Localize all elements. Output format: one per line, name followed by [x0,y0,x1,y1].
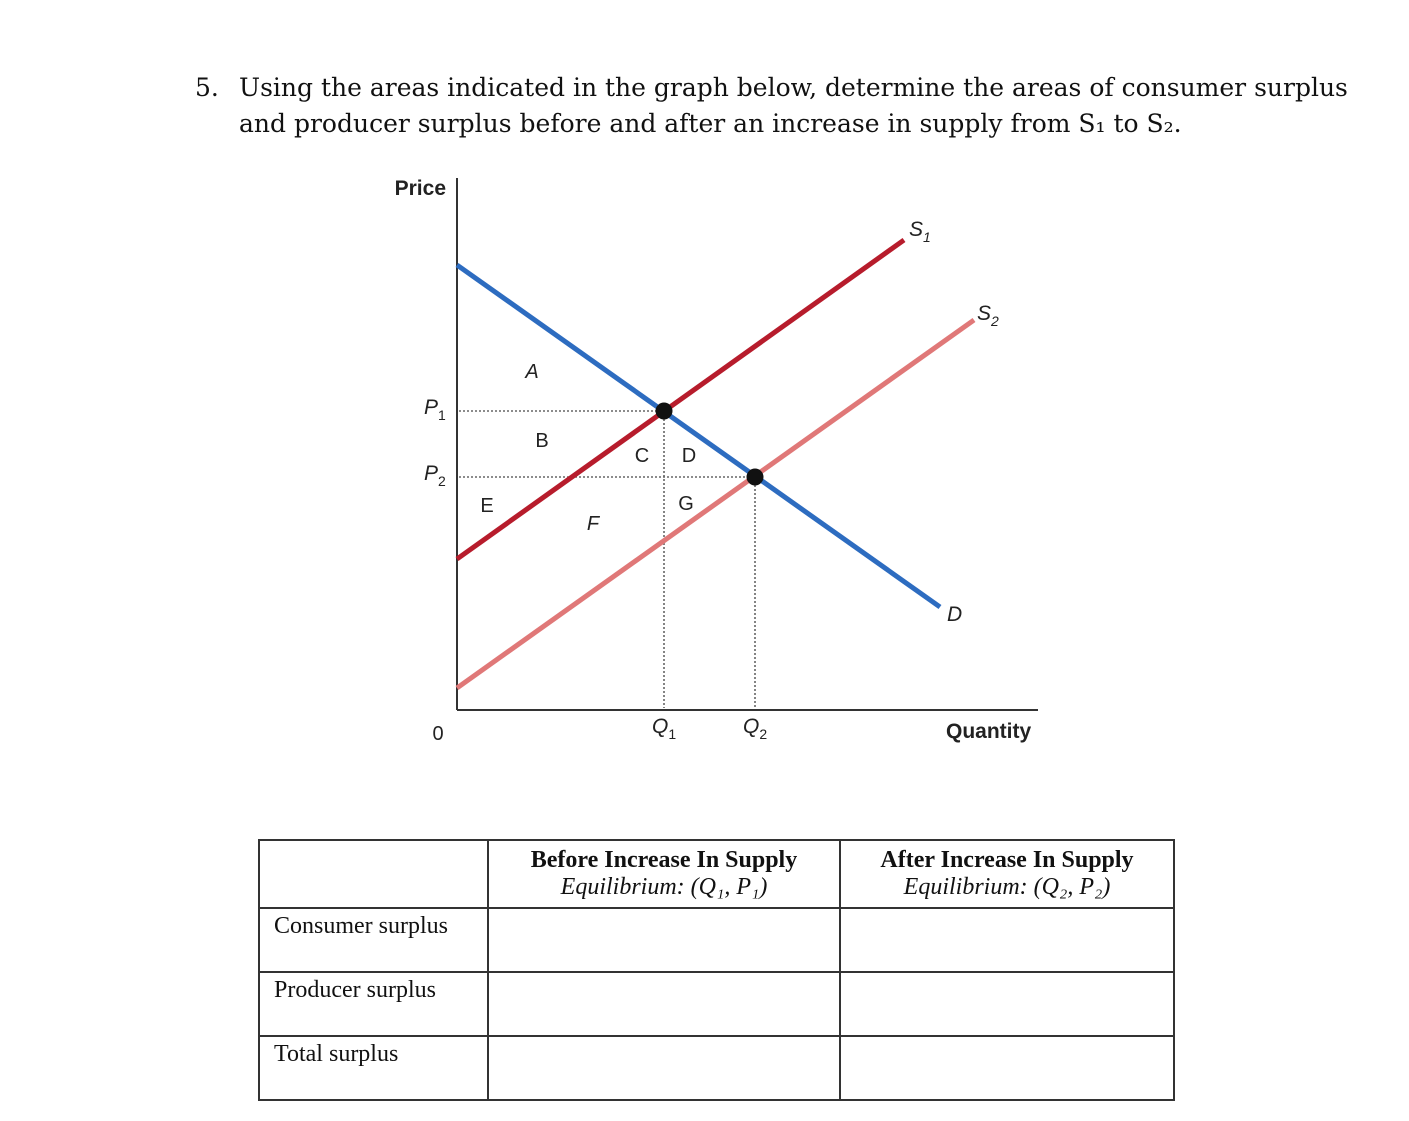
x-axis-label: Quantity [946,720,1032,743]
s1-label: $S_1$ [909,218,931,245]
header-before [488,840,840,908]
table-row-producer [259,972,1174,1036]
row-label-total: Total surplus [259,1036,488,1100]
demand-label: D [947,603,963,626]
header-after-title: After Increase In Supply [880,847,1134,873]
equilibrium-point-1 [656,403,673,420]
table-header-row [259,840,1174,908]
p2-label: $P_2$ [424,462,446,489]
area-label-b: B [535,430,549,452]
q1-label: $Q_1$ [652,715,677,742]
area-label-e: E [480,495,494,517]
question-line-1: Using the areas indicated in the graph below, determine the areas of consumer surplus [239,73,1348,102]
cell-total-after[interactable] [840,1036,1174,1100]
p1-label: $P_1$ [424,396,446,423]
cell-consumer-before[interactable] [488,908,840,972]
s2-label: $S_2$ [977,302,999,329]
question-line-2: and producer surplus before and after an increase in supply from S₁ to S₂. [239,109,1182,138]
demand-curve [457,265,940,607]
area-label-c: C [634,445,650,467]
area-label-g: G [678,493,694,515]
cell-producer-before[interactable] [488,972,840,1036]
question-number: 5. [195,73,219,102]
row-label-consumer: Consumer surplus [259,908,488,972]
header-after-subtitle: Equilibrium: (Q₂, P₂) [903,874,1111,900]
area-label-f: F [586,513,600,535]
cell-total-before[interactable] [488,1036,840,1100]
q2-label: $Q_2$ [743,715,768,742]
y-axis-label: Price [394,177,446,200]
cell-consumer-after[interactable] [840,908,1174,972]
area-label-d: D [681,445,697,467]
header-empty-cell [259,840,488,908]
header-before-title: Before Increase In Supply [530,847,798,873]
row-label-producer: Producer surplus [259,972,488,1036]
area-label-a: A [525,361,539,383]
origin-label: 0 [432,723,444,745]
header-after [840,840,1174,908]
table-row-consumer [259,908,1174,972]
header-before-subtitle: Equilibrium: (Q₁, P₁) [560,874,768,900]
equilibrium-point-2 [747,469,764,486]
table-row-total [259,1036,1174,1100]
cell-producer-after[interactable] [840,972,1174,1036]
surplus-table [258,839,1175,1101]
